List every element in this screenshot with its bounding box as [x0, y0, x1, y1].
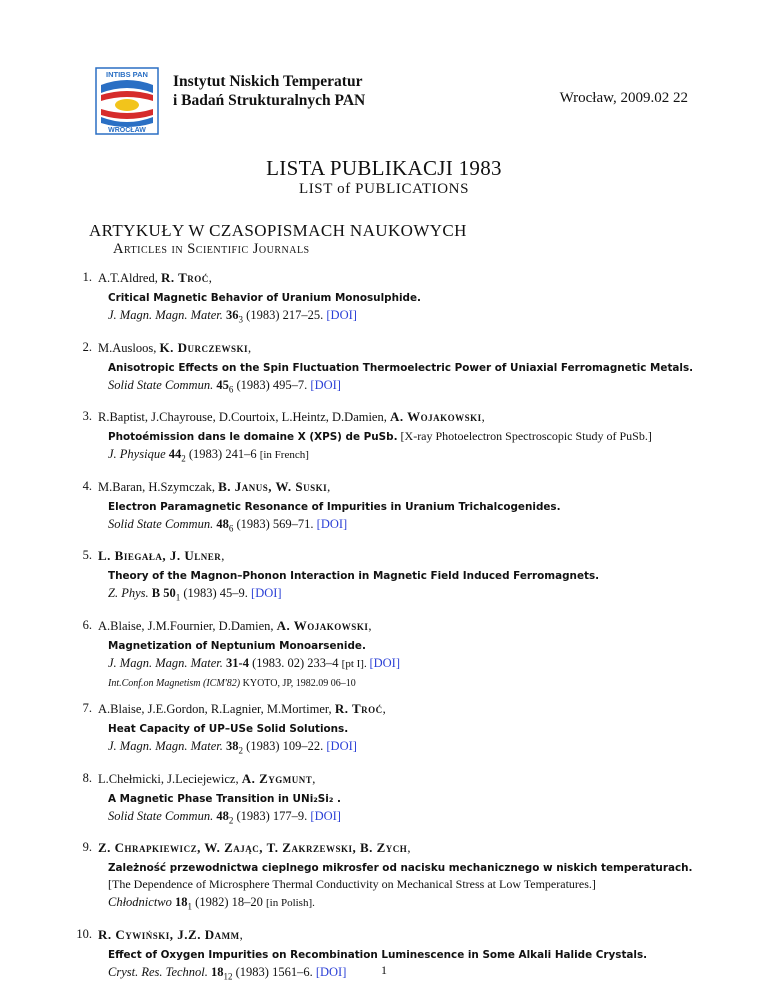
journal-volume: 36	[226, 308, 239, 322]
journal-name: Chłodnictwo	[108, 895, 172, 909]
journal-volume: 18	[175, 895, 188, 909]
entry-title-text: Critical Magnetic Behavior of Uranium Monosulphide.	[108, 292, 421, 304]
entry-body	[98, 268, 698, 330]
entry-title-text: Magnetization of Neptunium Monoarsenide.	[108, 639, 366, 652]
entry-title-text: A Magnetic Phase Transition in UNi₂Si₂ .	[108, 792, 341, 805]
entry-number: 10.	[76, 926, 92, 941]
journal-pages: (1982) 18–20	[192, 895, 266, 909]
doi-link[interactable]: [DOI]	[326, 308, 357, 322]
institute-name	[173, 72, 365, 110]
entry-reference	[108, 893, 698, 917]
entry-number: 6.	[82, 617, 92, 632]
publication-entry	[0, 838, 768, 917]
journal-volume: 31-4	[226, 655, 249, 670]
doi-link[interactable]: [DOI]	[310, 377, 341, 392]
entry-reference	[108, 306, 698, 330]
entry-authors	[98, 616, 698, 636]
entry-reference	[108, 515, 698, 539]
journal-name: J. Magn. Magn. Mater.	[108, 739, 223, 753]
journal-issue: 3	[238, 314, 244, 325]
entry-number: 2.	[82, 339, 92, 354]
entry-authors	[98, 699, 698, 719]
conference-name: Int.Conf.on Magnetism (ICM'82)	[108, 678, 241, 689]
entry-number: 8.	[82, 770, 92, 785]
doi-link[interactable]: [DOI]	[316, 516, 348, 531]
publication-entry	[0, 699, 768, 761]
entry-title	[108, 359, 698, 376]
entry-authors	[98, 407, 698, 427]
entry-number: 9.	[82, 840, 92, 854]
conference-details: KYOTO, JP, 1982.09 06–10	[240, 678, 356, 689]
entry-authors	[98, 268, 698, 288]
entry-title	[108, 720, 698, 737]
entry-title-text: Heat Capacity of UP–USe Solid Solutions.	[108, 723, 349, 735]
journal-pages: (1983) 217–25.	[243, 308, 327, 322]
entry-title	[108, 637, 698, 654]
journal-issue: 2	[228, 815, 234, 825]
section-heading-en: Articles in Scientific Journals	[113, 241, 310, 257]
journal-name: Solid State Commun.	[108, 377, 214, 392]
entry-title-translation: [X-ray Photoelectron Spectroscopic Study of PuSb.]	[397, 429, 652, 443]
entry-title	[108, 859, 698, 893]
authors-tail: ,	[327, 479, 331, 494]
entry-body	[98, 838, 698, 917]
authors-external: L.Chełmicki, J.Leciejewicz,	[98, 771, 242, 786]
institute-line1: Instytut Niskich Temperatur	[173, 73, 363, 90]
language-note: [pt I].	[341, 657, 370, 670]
authors-external: A.Blaise, J.M.Fournier, D.Damien,	[98, 618, 277, 633]
intibs-logo-icon	[95, 67, 159, 135]
journal-issue: 1	[187, 901, 193, 912]
authors-tail: ,	[239, 927, 243, 942]
entry-body	[98, 699, 698, 761]
authors-institute: Z. Chrapkiewicz, W. Zając, T. Zakrzewski, B. Zych	[98, 840, 408, 855]
journal-pages: (1983) 177–9.	[233, 808, 311, 823]
authors-external: A.Blaise, J.E.Gordon, R.Lagnier, M.Mortimer,	[98, 702, 335, 716]
authors-external: M.Ausloos,	[98, 340, 160, 355]
journal-pages: (1983) 241–6	[185, 447, 260, 461]
journal-name: J. Magn. Magn. Mater.	[108, 655, 223, 670]
entry-reference	[108, 445, 698, 469]
authors-tail: ,	[407, 841, 411, 855]
entry-title-text: Effect of Oxygen Impurities on Recombination Luminescence in Some Alkali Halide Crystals.	[108, 948, 648, 961]
journal-volume: 48	[216, 808, 229, 823]
entry-title	[108, 498, 698, 515]
journal-volume: 45	[216, 377, 229, 392]
journal-issue: 12	[223, 971, 233, 981]
entry-number: 7.	[82, 701, 92, 715]
authors-external: R.Baptist, J.Chayrouse, D.Courtoix, L.Heintz, D.Damien,	[98, 410, 390, 424]
authors-institute: L. Biegała, J. Ulner	[98, 548, 222, 563]
doi-link[interactable]: [DOI]	[369, 655, 401, 670]
journal-issue: 1	[175, 592, 181, 603]
entry-authors	[98, 925, 698, 945]
entry-authors	[98, 477, 698, 497]
conference-note	[108, 677, 698, 691]
journal-volume: B 50	[151, 586, 176, 600]
journal-pages: (1983) 569–71.	[233, 516, 317, 531]
document-date: Wrocław, 2009.02 22	[559, 90, 688, 106]
doi-link[interactable]: [DOI]	[251, 586, 282, 600]
publication-entry	[0, 338, 768, 400]
entry-authors	[98, 838, 698, 858]
entry-reference	[108, 807, 698, 831]
journal-pages: (1983) 45–9.	[180, 586, 252, 600]
journal-issue: 6	[228, 523, 234, 533]
entry-reference	[108, 654, 698, 678]
entry-title	[108, 790, 698, 807]
entry-number: 5.	[82, 548, 92, 562]
entry-number: 1.	[82, 270, 92, 284]
publication-entry	[0, 546, 768, 608]
entry-authors	[98, 338, 698, 358]
authors-tail: ,	[208, 271, 212, 285]
journal-pages: (1983) 1561–6.	[232, 964, 316, 979]
journal-issue: 6	[228, 384, 234, 394]
doi-link[interactable]: [DOI]	[326, 739, 357, 753]
journal-name: J. Magn. Magn. Mater.	[108, 308, 223, 322]
entry-title-translation: [The Dependence of Microsphere Thermal Conductivity on Mechanical Stress at Low Temperatures.]	[108, 877, 596, 891]
authors-institute: R. Troć	[334, 701, 383, 716]
entry-title	[108, 567, 698, 584]
entry-authors	[98, 769, 698, 789]
journal-pages: (1983) 109–22.	[243, 739, 327, 753]
entry-body	[98, 477, 698, 539]
institute-logo	[95, 67, 159, 135]
authors-institute: B. Janus, W. Suski	[218, 478, 328, 494]
authors-institute: A. Wojakowski	[389, 409, 482, 424]
entry-body	[98, 338, 698, 400]
section-heading-pl: ARTYKUŁY W CZASOPISMACH NAUKOWYCH	[89, 221, 467, 240]
journal-issue: 2	[238, 745, 244, 756]
journal-volume: 48	[216, 516, 229, 531]
entry-authors	[98, 546, 698, 566]
institute-line2: i Badań Strukturalnych PAN	[173, 92, 366, 109]
entry-reference	[108, 737, 698, 761]
authors-institute: R. Troć	[160, 270, 209, 285]
doi-link[interactable]: [DOI]	[315, 964, 347, 979]
authors-tail: ,	[481, 410, 485, 424]
publication-entry	[0, 769, 768, 831]
doi-link[interactable]: [DOI]	[310, 808, 341, 823]
entry-title-text: Zależność przewodnictwa cieplnego mikrosfer od nacisku mechanicznego w niskich temperaturach.	[108, 862, 693, 874]
entry-number: 3.	[82, 409, 92, 423]
journal-issue: 2	[181, 453, 186, 464]
journal-name: Solid State Commun.	[108, 808, 214, 823]
journal-name: Cryst. Res. Technol.	[108, 964, 208, 979]
logo-top-text: INTIBS PAN	[106, 70, 148, 79]
entry-title	[108, 428, 698, 445]
authors-external: M.Baran, H.Szymczak,	[98, 479, 219, 494]
authors-tail: ,	[312, 771, 316, 786]
language-note: [in Polish].	[265, 897, 315, 909]
publication-entry	[0, 616, 768, 692]
authors-tail: ,	[382, 702, 386, 716]
journal-volume: 18	[211, 964, 224, 979]
entry-number: 4.	[82, 478, 92, 493]
entry-body	[98, 769, 698, 831]
journal-name: Z. Phys.	[108, 586, 149, 600]
entry-title	[108, 946, 698, 963]
authors-tail: ,	[247, 340, 252, 355]
authors-external: A.T.Aldred,	[98, 271, 161, 285]
page-subtitle: LIST of PUBLICATIONS	[298, 181, 470, 197]
language-note: [in French]	[259, 449, 309, 461]
authors-tail: ,	[221, 549, 225, 563]
journal-volume: 44	[168, 447, 182, 461]
journal-name: J. Physique	[108, 447, 166, 461]
entry-title-text: Anisotropic Effects on the Spin Fluctuation Thermoelectric Power of Uniaxial Ferromagnetic Metals.	[108, 361, 694, 374]
entry-title-text: Theory of the Magnon–Phonon Interaction in Magnetic Field Induced Ferromagnets.	[108, 570, 600, 582]
entry-title-text: Photoémission dans le domaine X (XPS) de PuSb.	[108, 431, 398, 443]
publication-entry	[0, 477, 768, 539]
publication-entry	[0, 407, 768, 469]
publication-entry	[0, 268, 768, 330]
publication-list	[0, 268, 768, 994]
entry-title-text: Electron Paramagnetic Resonance of Impurities in Uranium Trichalcogenides.	[108, 500, 561, 513]
journal-volume: 38	[226, 739, 239, 753]
authors-institute: A. Wojakowski	[276, 617, 369, 633]
journal-pages: (1983. 02) 233–4	[248, 655, 342, 670]
authors-institute: A. Zygmunt	[241, 770, 313, 786]
authors-institute: R. Cywiński, J.Z. Damm	[98, 926, 240, 942]
authors-tail: ,	[368, 618, 372, 633]
entry-body	[98, 407, 698, 469]
entry-title	[108, 289, 698, 306]
logo-bottom-text: WROCŁAW	[108, 127, 146, 134]
journal-pages: (1983) 495–7.	[233, 377, 311, 392]
authors-institute: K. Durczewski	[159, 339, 248, 355]
entry-reference	[108, 376, 698, 400]
entry-body	[98, 546, 698, 608]
page-number: 1	[381, 963, 387, 977]
entry-body	[98, 616, 698, 692]
entry-reference	[108, 584, 698, 608]
page-title: LISTA PUBLIKACJI 1983	[266, 156, 502, 180]
journal-name: Solid State Commun.	[108, 516, 214, 531]
